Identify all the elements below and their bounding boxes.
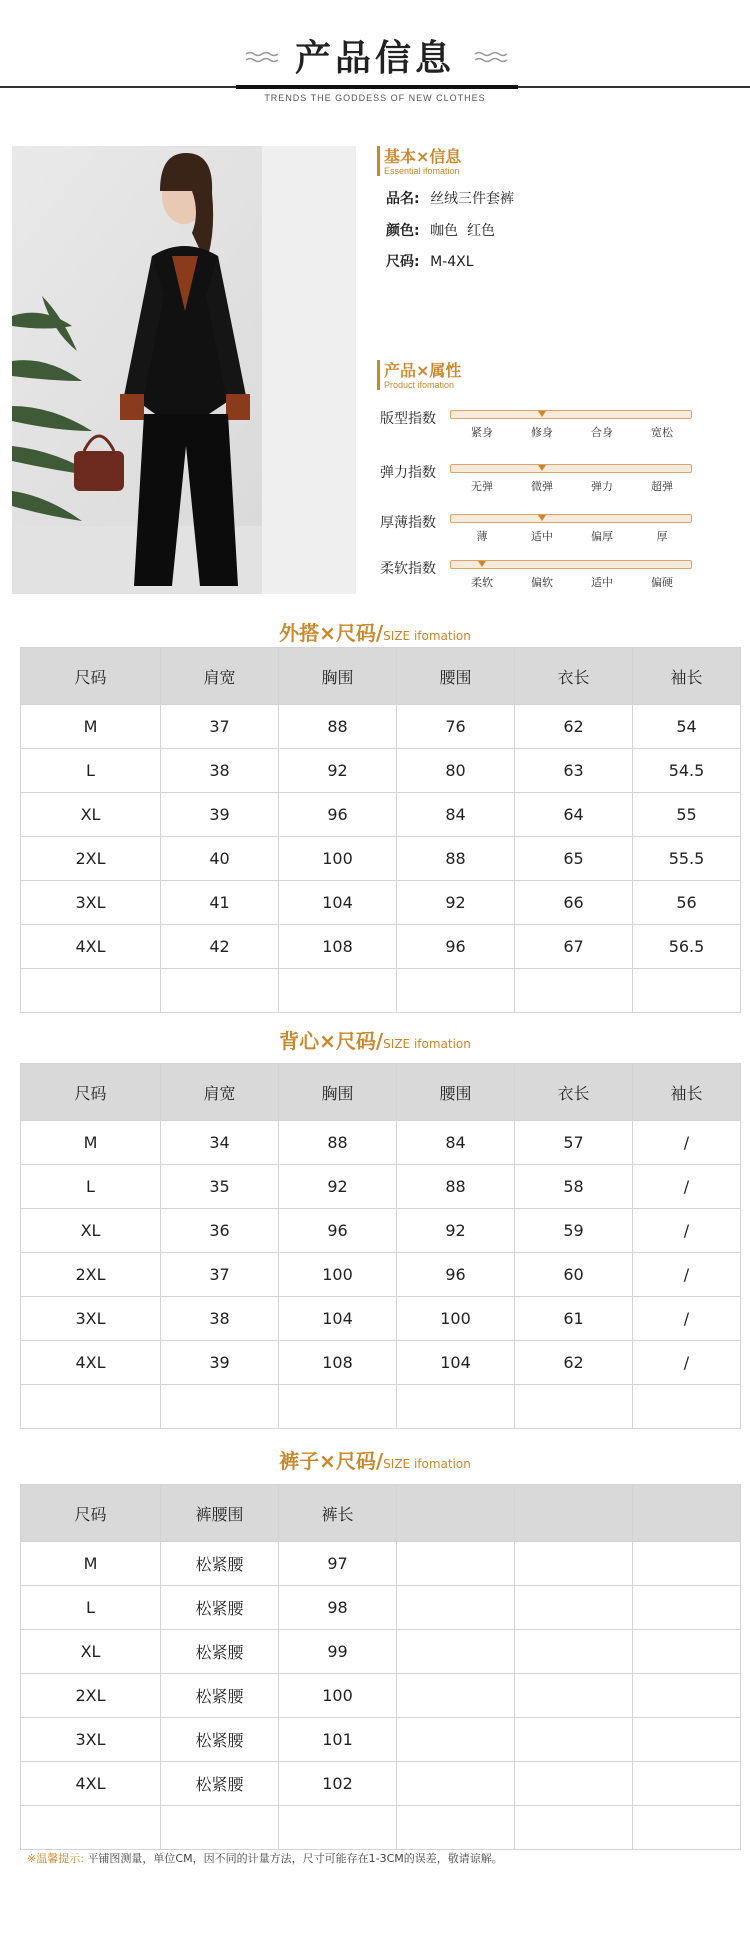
table-cell: M — [21, 705, 161, 749]
table-cell — [633, 1542, 741, 1586]
table-cell: XL — [21, 793, 161, 837]
measurement-tip — [27, 1850, 503, 1866]
table-cell: 99 — [279, 1630, 397, 1674]
table-cell: 2XL — [21, 1674, 161, 1718]
attribute-option: 超弹 — [651, 480, 673, 493]
table-cell — [633, 1385, 741, 1429]
table-cell: XL — [21, 1630, 161, 1674]
table-cell: 59 — [515, 1209, 633, 1253]
table-cell: 88 — [397, 1165, 515, 1209]
table-cell: 4XL — [21, 1762, 161, 1806]
info-label: 尺码: — [386, 254, 420, 270]
table-cell: 松紧腰 — [161, 1586, 279, 1630]
table-row — [21, 969, 741, 1013]
table-cell: / — [633, 1297, 741, 1341]
table-cell — [515, 1542, 633, 1586]
table-row — [21, 1630, 741, 1674]
table-cell: 97 — [279, 1542, 397, 1586]
table-cell: 2XL — [21, 837, 161, 881]
tip-label: ※温馨提示: — [27, 1852, 84, 1865]
table-header-cell: 腰围 — [397, 1064, 515, 1121]
table-header-cell: 袖长 — [633, 648, 741, 705]
header-divider-accent — [236, 85, 518, 89]
attribute-option: 宽松 — [651, 426, 673, 439]
table-cell — [515, 1718, 633, 1762]
table-row — [21, 1674, 741, 1718]
table-cell — [279, 1385, 397, 1429]
attribute-scale-bar — [450, 560, 692, 569]
table-header-cell: 袖长 — [633, 1064, 741, 1121]
attribute-label: 厚薄指数 — [380, 515, 436, 531]
size-table-title — [0, 1445, 750, 1474]
table-row — [21, 1762, 741, 1806]
table-cell: 55.5 — [633, 837, 741, 881]
info-row-color — [386, 220, 495, 240]
table-row — [21, 881, 741, 925]
table-cell — [397, 969, 515, 1013]
table-cell: 104 — [279, 1297, 397, 1341]
table-cell: 102 — [279, 1762, 397, 1806]
table-cell — [397, 1385, 515, 1429]
table-cell: 3XL — [21, 1718, 161, 1762]
table-cell: 88 — [279, 1121, 397, 1165]
attribute-option: 适中 — [531, 530, 553, 543]
table-row — [21, 1341, 741, 1385]
info-value: 丝绒三件套裤 — [430, 191, 515, 207]
table-cell: 100 — [397, 1297, 515, 1341]
table-cell: 104 — [279, 881, 397, 925]
table-header-row — [21, 1064, 741, 1121]
table-cell: L — [21, 1586, 161, 1630]
table-cell: / — [633, 1121, 741, 1165]
table-row — [21, 1542, 741, 1586]
attribute-label: 版型指数 — [380, 411, 436, 427]
table-cell: / — [633, 1341, 741, 1385]
table-cell: 108 — [279, 1341, 397, 1385]
info-value: 咖色 红色 — [430, 223, 495, 239]
table-row — [21, 705, 741, 749]
info-row-size — [386, 251, 474, 271]
table-cell: 100 — [279, 837, 397, 881]
table-cell: 65 — [515, 837, 633, 881]
attribute-marker — [538, 465, 546, 471]
table-cell: 101 — [279, 1718, 397, 1762]
table-cell: XL — [21, 1209, 161, 1253]
table-cell — [397, 1630, 515, 1674]
table-cell: 37 — [161, 1253, 279, 1297]
table-cell: 松紧腰 — [161, 1630, 279, 1674]
table-cell — [161, 1806, 279, 1850]
table-cell: L — [21, 749, 161, 793]
table-header-cell — [633, 1485, 741, 1542]
table-cell — [515, 1806, 633, 1850]
table-cell — [515, 1674, 633, 1718]
attribute-option: 偏硬 — [651, 576, 673, 589]
table-cell — [633, 1586, 741, 1630]
attribute-option: 紧身 — [471, 426, 493, 439]
table-cell: 54 — [633, 705, 741, 749]
table-cell — [515, 1630, 633, 1674]
table-row — [21, 1121, 741, 1165]
table-cell — [397, 1718, 515, 1762]
attribute-scale-bar — [450, 464, 692, 473]
table-cell: 松紧腰 — [161, 1762, 279, 1806]
size-table — [20, 647, 741, 1013]
table-cell: 96 — [279, 793, 397, 837]
heading-accent-bar — [377, 360, 380, 390]
size-table-title-en: SIZE ifomation — [383, 629, 471, 643]
table-cell: 96 — [397, 1253, 515, 1297]
size-table-title-en: SIZE ifomation — [383, 1457, 471, 1471]
table-cell — [21, 1385, 161, 1429]
table-row — [21, 925, 741, 969]
attribute-option: 柔软 — [471, 576, 493, 589]
attribute-marker — [538, 411, 546, 417]
table-header-row — [21, 1485, 741, 1542]
attribute-option: 无弹 — [471, 480, 493, 493]
table-cell: 36 — [161, 1209, 279, 1253]
table-cell — [397, 1674, 515, 1718]
table-cell: 62 — [515, 705, 633, 749]
table-header-cell: 胸围 — [279, 648, 397, 705]
table-header-cell — [515, 1485, 633, 1542]
table-cell: 80 — [397, 749, 515, 793]
info-value: M-4XL — [430, 254, 474, 270]
attribute-scale-bar — [450, 410, 692, 419]
table-cell: / — [633, 1165, 741, 1209]
table-row — [21, 1718, 741, 1762]
table-cell — [515, 1762, 633, 1806]
product-photo — [12, 146, 356, 594]
table-cell: 38 — [161, 1297, 279, 1341]
table-cell: 松紧腰 — [161, 1718, 279, 1762]
table-cell: 56.5 — [633, 925, 741, 969]
table-cell — [397, 1806, 515, 1850]
table-cell: 35 — [161, 1165, 279, 1209]
table-cell: 96 — [279, 1209, 397, 1253]
table-header-cell: 肩宽 — [161, 1064, 279, 1121]
table-cell: 92 — [397, 1209, 515, 1253]
table-cell: L — [21, 1165, 161, 1209]
size-table-title-en: SIZE ifomation — [383, 1037, 471, 1051]
basic-info-subtitle: Essential ifomation — [384, 166, 460, 176]
table-cell — [633, 1762, 741, 1806]
attribute-option: 弹力 — [591, 480, 613, 493]
attribute-label: 柔软指数 — [380, 561, 436, 577]
table-header-cell: 衣长 — [515, 1064, 633, 1121]
table-header-cell: 尺码 — [21, 1064, 161, 1121]
table-row — [21, 1209, 741, 1253]
table-cell: 84 — [397, 1121, 515, 1165]
basic-info-heading — [384, 144, 461, 176]
size-table-title-cn: 裤子×尺码/ — [279, 1449, 384, 1473]
table-row — [21, 1385, 741, 1429]
table-row — [21, 1297, 741, 1341]
info-label: 品名: — [386, 191, 420, 207]
attribute-option: 适中 — [591, 576, 613, 589]
table-cell: 92 — [279, 1165, 397, 1209]
heading-accent-bar — [377, 146, 380, 176]
attribute-option: 微弹 — [531, 480, 553, 493]
table-row — [21, 749, 741, 793]
size-table — [20, 1063, 741, 1429]
table-cell — [633, 969, 741, 1013]
attribute-option: 修身 — [531, 426, 553, 439]
attributes-subtitle: Product ifomation — [384, 380, 455, 390]
table-cell: 66 — [515, 881, 633, 925]
table-cell: 40 — [161, 837, 279, 881]
table-cell: / — [633, 1253, 741, 1297]
table-cell: 松紧腰 — [161, 1674, 279, 1718]
attribute-option: 合身 — [591, 426, 613, 439]
table-cell: 54.5 — [633, 749, 741, 793]
table-header-cell: 裤腰围 — [161, 1485, 279, 1542]
table-cell: 57 — [515, 1121, 633, 1165]
wave-decoration-right — [474, 50, 510, 64]
table-cell — [515, 969, 633, 1013]
page-subtitle: TRENDS THE GODDESS OF NEW CLOTHES — [264, 93, 486, 103]
table-cell: 96 — [397, 925, 515, 969]
attribute-scale-bar — [450, 514, 692, 523]
attribute-label: 弹力指数 — [380, 465, 436, 481]
size-table-title-cn: 外搭×尺码/ — [279, 621, 384, 645]
table-cell: 104 — [397, 1341, 515, 1385]
basic-info-title: 基本×信息 — [384, 147, 462, 166]
table-cell: M — [21, 1121, 161, 1165]
table-header-row — [21, 648, 741, 705]
table-cell: 108 — [279, 925, 397, 969]
info-label: 颜色: — [386, 223, 420, 239]
table-header-cell — [397, 1485, 515, 1542]
table-cell: 76 — [397, 705, 515, 749]
table-header-cell: 胸围 — [279, 1064, 397, 1121]
table-row — [21, 837, 741, 881]
table-cell — [279, 1806, 397, 1850]
table-cell — [633, 1718, 741, 1762]
size-table-title — [0, 617, 750, 646]
table-cell — [397, 1762, 515, 1806]
table-header-cell: 裤长 — [279, 1485, 397, 1542]
size-table — [20, 1484, 741, 1850]
table-cell: 3XL — [21, 1297, 161, 1341]
table-cell — [633, 1630, 741, 1674]
table-header-cell: 肩宽 — [161, 648, 279, 705]
table-cell — [515, 1586, 633, 1630]
table-cell: M — [21, 1542, 161, 1586]
table-cell: 88 — [397, 837, 515, 881]
table-cell: 100 — [279, 1253, 397, 1297]
table-cell: 67 — [515, 925, 633, 969]
table-cell: 松紧腰 — [161, 1542, 279, 1586]
table-header-cell: 尺码 — [21, 1485, 161, 1542]
attribute-option: 偏软 — [531, 576, 553, 589]
table-cell: 38 — [161, 749, 279, 793]
table-cell: 37 — [161, 705, 279, 749]
table-cell — [397, 1542, 515, 1586]
table-cell: 98 — [279, 1586, 397, 1630]
table-cell: 63 — [515, 749, 633, 793]
info-row-name — [386, 188, 514, 208]
table-header-cell: 衣长 — [515, 648, 633, 705]
table-row — [21, 1253, 741, 1297]
table-cell: / — [633, 1209, 741, 1253]
table-cell: 42 — [161, 925, 279, 969]
table-cell: 2XL — [21, 1253, 161, 1297]
table-row — [21, 1806, 741, 1850]
table-cell: 4XL — [21, 925, 161, 969]
attributes-heading — [384, 358, 461, 390]
table-cell: 58 — [515, 1165, 633, 1209]
table-cell — [161, 969, 279, 1013]
table-cell: 62 — [515, 1341, 633, 1385]
table-cell — [633, 1674, 741, 1718]
table-row — [21, 1165, 741, 1209]
table-cell: 92 — [397, 881, 515, 925]
table-header-cell: 腰围 — [397, 648, 515, 705]
table-cell: 100 — [279, 1674, 397, 1718]
table-cell: 41 — [161, 881, 279, 925]
table-cell — [633, 1806, 741, 1850]
attributes-title: 产品×属性 — [384, 361, 462, 380]
table-cell: 61 — [515, 1297, 633, 1341]
table-cell: 88 — [279, 705, 397, 749]
table-cell: 34 — [161, 1121, 279, 1165]
table-cell: 39 — [161, 793, 279, 837]
table-row — [21, 1586, 741, 1630]
table-cell: 64 — [515, 793, 633, 837]
table-cell: 84 — [397, 793, 515, 837]
page-title: 产品信息 — [294, 38, 455, 79]
table-cell: 39 — [161, 1341, 279, 1385]
tip-text: 平铺图测量，单位CM，因不同的计量方法，尺寸可能存在1-3CM的误差，敬请谅解。 — [87, 1852, 503, 1865]
table-cell — [21, 969, 161, 1013]
size-table-title — [0, 1025, 750, 1054]
table-row — [21, 793, 741, 837]
table-cell: 4XL — [21, 1341, 161, 1385]
table-cell — [515, 1385, 633, 1429]
table-cell: 60 — [515, 1253, 633, 1297]
table-cell — [161, 1385, 279, 1429]
table-cell: 3XL — [21, 881, 161, 925]
attribute-option: 厚 — [656, 530, 668, 543]
table-cell — [397, 1586, 515, 1630]
attribute-marker — [538, 515, 546, 521]
table-cell — [279, 969, 397, 1013]
size-table-title-cn: 背心×尺码/ — [279, 1029, 384, 1053]
attribute-option: 薄 — [476, 530, 488, 543]
table-cell: 56 — [633, 881, 741, 925]
table-cell — [21, 1806, 161, 1850]
table-cell: 92 — [279, 749, 397, 793]
table-header-cell: 尺码 — [21, 648, 161, 705]
attribute-option: 偏厚 — [591, 530, 613, 543]
attribute-marker — [478, 561, 486, 567]
table-cell: 55 — [633, 793, 741, 837]
